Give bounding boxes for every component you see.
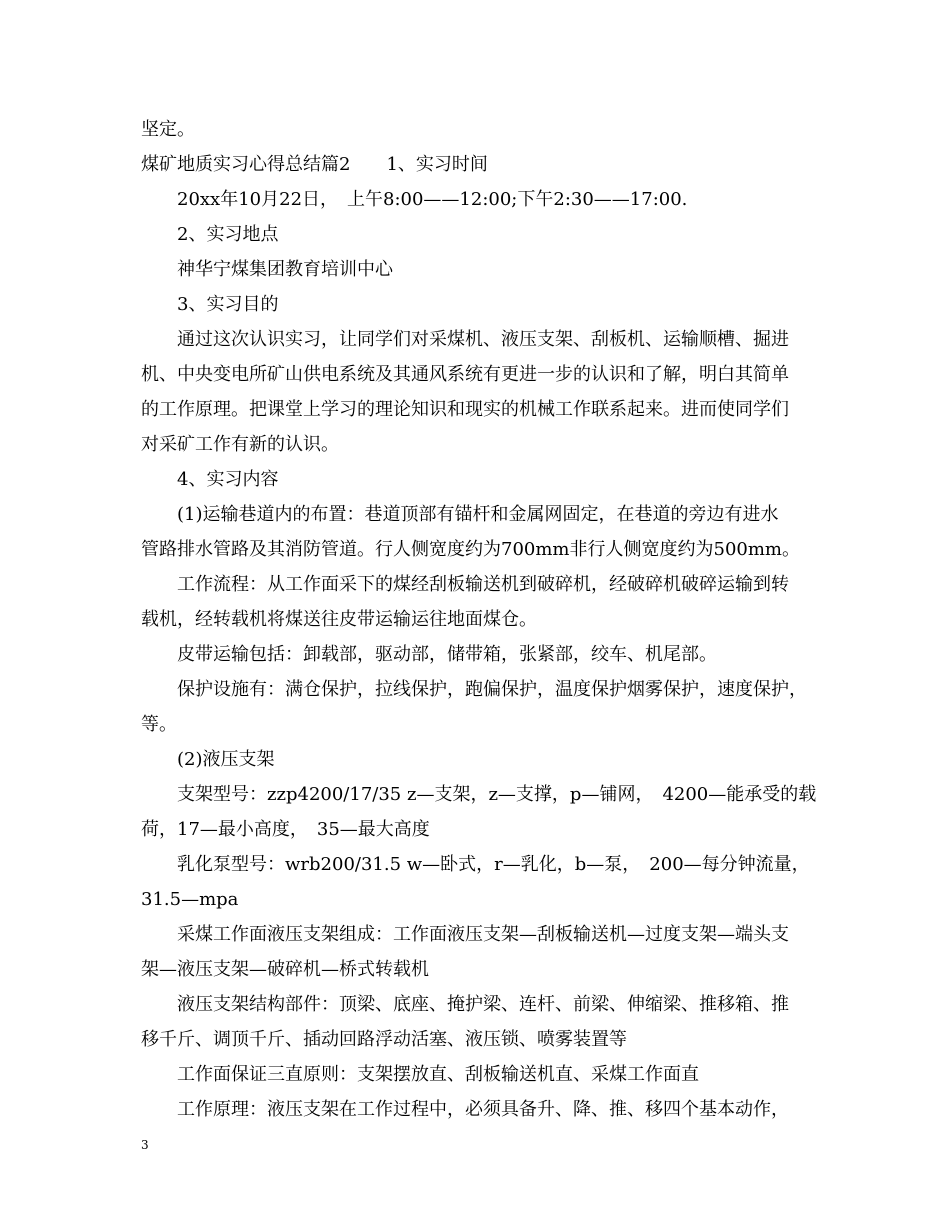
text-line: 通过这次认识实习，让同学们对采煤机、液压支架、刮板机、运输顺槽、掘进	[177, 329, 789, 350]
list-heading: 4、实习内容	[177, 469, 279, 490]
list-heading: 2、实习地点	[177, 224, 279, 245]
list-heading: (2)液压支架	[177, 749, 275, 770]
text-line: 管路排水管路及其消防管道。行人侧宽度约为700mm非行人侧宽度约为500mm。	[141, 539, 800, 560]
text-line: 坚定。	[141, 119, 195, 140]
text-line: 乳化泵型号：wrb200/31.5 w—卧式，r—乳化，b—泵， 200—每分钟流量，	[177, 854, 810, 875]
text-line: 工作原理：液压支架在工作过程中，必须具备升、降、推、移四个基本动作，	[177, 1099, 789, 1120]
text-line: 工作面保证三直原则：支架摆放直、刮板输送机直、采煤工作面直	[177, 1064, 699, 1085]
text-line: 机、中央变电所矿山供电系统及其通风系统有更进一步的认识和了解，明白其简单	[141, 364, 789, 385]
text-line: 载机，经转载机将煤送往皮带运输运往地面煤仓。	[141, 609, 537, 630]
text-line: 皮带运输包括：卸载部，驱动部，储带箱，张紧部，绞车、机尾部。	[177, 644, 717, 665]
text-line: (1)运输巷道内的布置：巷道顶部有锚杆和金属网固定，在巷道的旁边有进水	[177, 504, 779, 525]
text-line: 的工作原理。把课堂上学习的理论知识和现实的机械工作联系起来。进而使同学们	[141, 399, 789, 420]
text-line: 架—液压支架—破碎机—桥式转载机	[141, 959, 429, 980]
text-line: 20xx年10月22日， 上午8:00——12:00;下午2:30——17:00.	[177, 189, 688, 210]
page-number: 3	[141, 1138, 149, 1152]
text-line: 支架型号：zzp4200/17/35 z—支架，z—支撑，p—铺网， 4200—能承受的载	[177, 784, 817, 805]
text-line: 神华宁煤集团教育培训中心	[177, 259, 393, 280]
text-line: 等。	[141, 714, 177, 735]
text-line: 荷，17—最小高度， 35—最大高度	[141, 819, 430, 840]
section-heading: 煤矿地质实习心得总结篇2 1、实习时间	[141, 154, 488, 175]
text-line: 液压支架结构部件：顶梁、底座、掩护梁、连杆、前梁、伸缩梁、推移箱、推	[177, 994, 789, 1015]
text-line: 对采矿工作有新的认识。	[141, 434, 339, 455]
text-line: 工作流程：从工作面采下的煤经刮板输送机到破碎机，经破碎机破碎运输到转	[177, 574, 789, 595]
list-heading: 3、实习目的	[177, 294, 279, 315]
text-line: 31.5—mpa	[141, 889, 239, 910]
text-line: 采煤工作面液压支架组成：工作面液压支架—刮板输送机—过度支架—端头支	[177, 924, 789, 945]
text-line: 保护设施有：满仓保护，拉线保护，跑偏保护，温度保护烟雾保护，速度保护，	[177, 679, 807, 700]
text-line: 移千斤、调顶千斤、插动回路浮动活塞、液压锁、喷雾装置等	[141, 1029, 627, 1050]
document-body	[141, 117, 821, 1132]
